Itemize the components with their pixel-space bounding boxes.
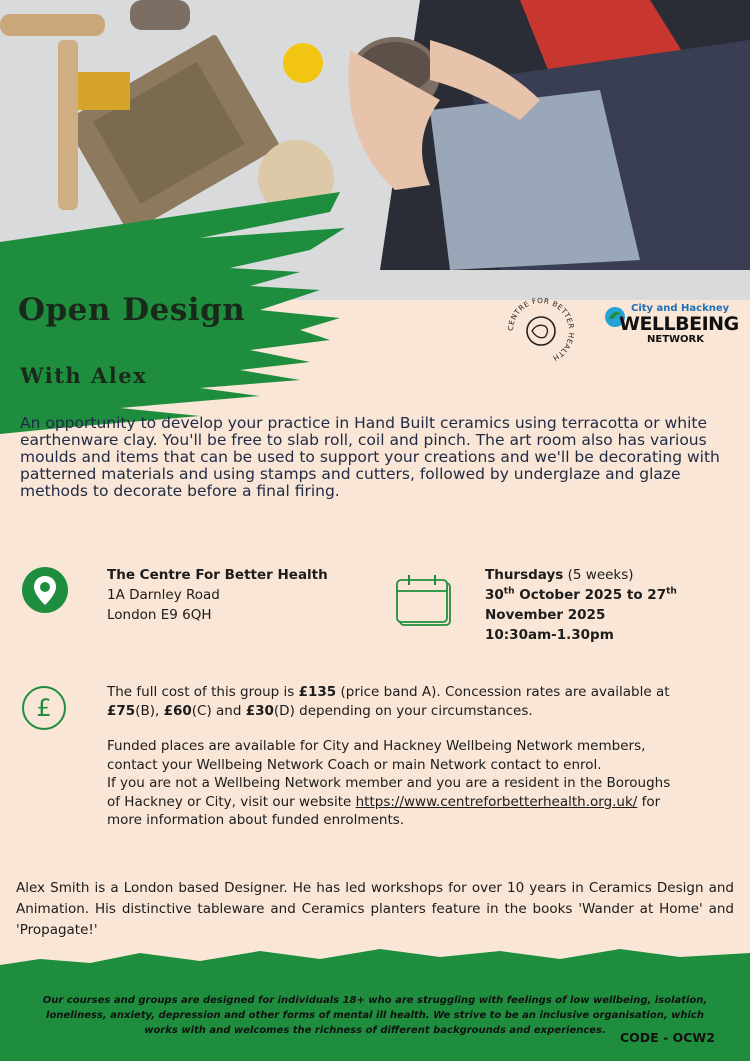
schedule-weeks: (5 weeks): [567, 567, 634, 583]
schedule-day: Thursdays: [485, 567, 564, 583]
venue-address: [107, 565, 328, 625]
calendar-icon: [394, 573, 454, 629]
wellbeing-logo-bottom: NETWORK: [647, 334, 705, 345]
venue-line2: London E9 6QH: [107, 607, 212, 623]
page-title: Open Design: [18, 292, 246, 328]
tutor-bio: Alex Smith is a London based Designer. He has led workshops for over 10 years in Ceramics Design and Animation. His distinctive tableware and Ceramics planters feature in the books 'Wander at Home' and 'Propagate!': [16, 880, 734, 938]
course-code: CODE - OCW2: [620, 1030, 715, 1045]
wellbeing-network-logo: [603, 303, 739, 347]
venue-name: The Centre For Better Health: [107, 567, 328, 583]
schedule-details: [485, 565, 677, 645]
intro-paragraph: An opportunity to develop your practice in Hand Built ceramics using terracotta or white earthenware clay. You'll be free to slab roll, coil and pinch. The art room also has various moulds and items that can be used to support your creations and we'll be decorating with patterned materials and using stamps and cutters, followed by underglaze and glaze methods to decorate before a final firing.: [20, 414, 720, 500]
funded-paragraph-1: Funded places are available for City and Hackney Wellbeing Network members, contact your Wellbeing Network Coach or main Network contact to enrol.: [107, 738, 646, 773]
schedule-day-line: [485, 565, 677, 585]
centre-for-better-health-logo: [505, 295, 577, 367]
svg-text:CENTRE FOR BETTER HEALTH: CENTRE FOR BETTER HEALTH: [505, 295, 577, 364]
page-subtitle: With Alex: [20, 363, 148, 388]
schedule-dates: 30th October 2025 to 27th: [485, 586, 677, 603]
wellbeing-logo-top: City and Hackney: [631, 303, 730, 314]
pound-icon: £: [22, 686, 66, 730]
location-pin-icon: [22, 567, 68, 613]
funded-places-info: [107, 737, 687, 830]
cost-info: The full cost of this group is £135 (price band A). Concession rates are available at £75(B), £60(C) and £30(D) depending on your circumstances.: [107, 684, 670, 719]
venue-line1: 1A Darnley Road: [107, 587, 220, 603]
funded-paragraph-2: If you are not a Wellbeing Network member and you are a resident in the Boroughs of Hackney or City, visit our website https://www.centreforbetterhealth.org.uk/ for more information about funded enrolments.: [107, 775, 671, 828]
schedule-end-date: November 2025: [485, 607, 606, 623]
wellbeing-logo-main: WELLBEING: [619, 313, 739, 335]
footer-statement: Our courses and groups are designed for individuals 18+ who are struggling with feelings of low wellbeing, isolation, loneliness, anxiety, depression and other forms of mental ill health. We strive to be an inclusive organisation, which works with and welcomes the richness of different backgrounds and experiences.: [42, 995, 708, 1036]
website-link[interactable]: https://www.centreforbetterhealth.org.uk/: [355, 793, 638, 810]
schedule-time: 10:30am-1.30pm: [485, 627, 614, 643]
